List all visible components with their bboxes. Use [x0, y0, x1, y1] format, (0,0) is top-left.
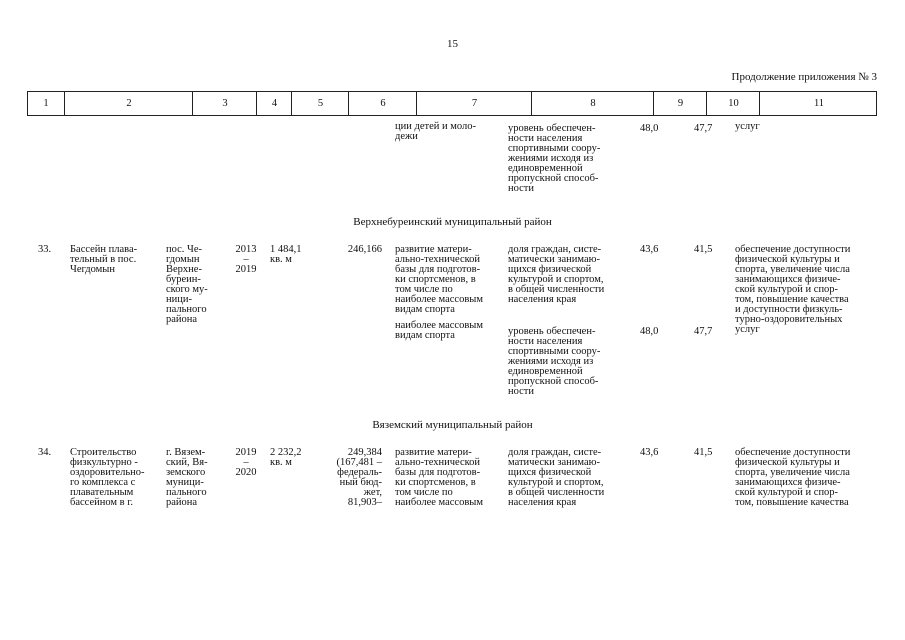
- row33-value10-b: 47,7: [694, 326, 713, 337]
- block0-col11: услуг: [735, 121, 760, 132]
- col-header-2: 2: [64, 92, 193, 115]
- row33-result: обеспечение доступности физической культуры и спорта, увеличение числа занимающихся физиче- ской культурой и спор- том, повышение качества и доступности физкуль- турно-оздоровительных услуг: [735, 244, 851, 335]
- row33-value9-b: 48,0: [640, 326, 659, 337]
- col-header-7: 7: [416, 92, 532, 115]
- row34-number: 34.: [38, 447, 52, 458]
- row33-cost: 246,166: [347, 244, 382, 255]
- col-header-5: 5: [291, 92, 349, 115]
- row34-value9: 43,6: [640, 447, 659, 458]
- block0-col9: 48,0: [640, 123, 659, 134]
- row33-goal-b: наиболее массовым видам спорта: [395, 320, 483, 341]
- row34-cost: 249,384 (167,481 – федераль- ный бюд- жет, 81,903–: [336, 447, 382, 508]
- region-heading-vyazemsky: Вяземский муниципальный район: [372, 419, 533, 431]
- col-header-6: 6: [348, 92, 417, 115]
- col-header-1: 1: [43, 98, 49, 109]
- row34-goal: развитие матери- ально-технической базы для подготов- ки спортсменов, в том числе по наиболее массовым: [395, 447, 483, 508]
- col-header-3: 3: [192, 92, 257, 115]
- row34-indicator: доля граждан, систе- матически занимаю- щихся физической культурой и спортом, в общей численности населения края: [508, 447, 605, 508]
- appendix-continuation: Продолжение приложения № 3: [731, 71, 877, 83]
- row33-goal-a: развитие матери- ально-технической базы для подготов- ки спортсменов, в том числе по наиболее массовым видам спорта: [395, 244, 483, 315]
- col-header-4: 4: [256, 92, 292, 115]
- row34-value10: 41,5: [694, 447, 713, 458]
- row33-capacity: 1 484,1 кв. м: [270, 244, 302, 265]
- block0-col8: уровень обеспечен- ности населения спортивными соору- жениями исходя из единовременной пропускной способ- ности: [508, 123, 601, 194]
- row34-location: г. Вязем- ский, Вя- земского муници- пального района: [166, 447, 208, 508]
- block0-col7: ции детей и моло- дежи: [395, 121, 476, 142]
- col-header-10: 10: [706, 92, 760, 115]
- region-heading-verkhnebureinsky: Верхнебуреинский муниципальный район: [353, 216, 552, 228]
- col-header-9: 9: [653, 92, 707, 115]
- col-header-11: 11: [759, 92, 878, 115]
- row34-capacity: 2 232,2 кв. м: [270, 447, 302, 468]
- row33-object-name: Бассейн плава- тельный в пос. Чегдомын: [70, 244, 138, 275]
- row34-period: 2019 – 2020: [235, 447, 257, 478]
- row33-indicator-b: уровень обеспечен- ности населения спортивными соору- жениями исходя из единовременной пропускной способ- ности: [508, 326, 601, 397]
- row33-period: 2013 – 2019: [235, 244, 257, 275]
- row33-number: 33.: [38, 244, 52, 255]
- row33-value9-a: 43,6: [640, 244, 659, 255]
- row34-object-name: Строительство физкультурно - оздоровительно- го комплекса с плавательным бассейном в г.: [70, 447, 145, 508]
- row33-location: пос. Че- гдомын Верхне- буреин- ского му- ници- пального района: [166, 244, 208, 325]
- col-header-8: 8: [531, 92, 654, 115]
- page-number: 15: [447, 38, 458, 50]
- block0-col10: 47,7: [694, 123, 713, 134]
- table-header-row: [27, 91, 877, 116]
- row33-value10-a: 41,5: [694, 244, 713, 255]
- row33-indicator-a: доля граждан, систе- матически занимаю- щихся физической культурой и спортом, в общей численности населения края: [508, 244, 605, 305]
- row34-result: обеспечение доступности физической культуры и спорта, увеличение числа занимающихся физиче- ской культурой и спор- том, повышение качества: [735, 447, 851, 508]
